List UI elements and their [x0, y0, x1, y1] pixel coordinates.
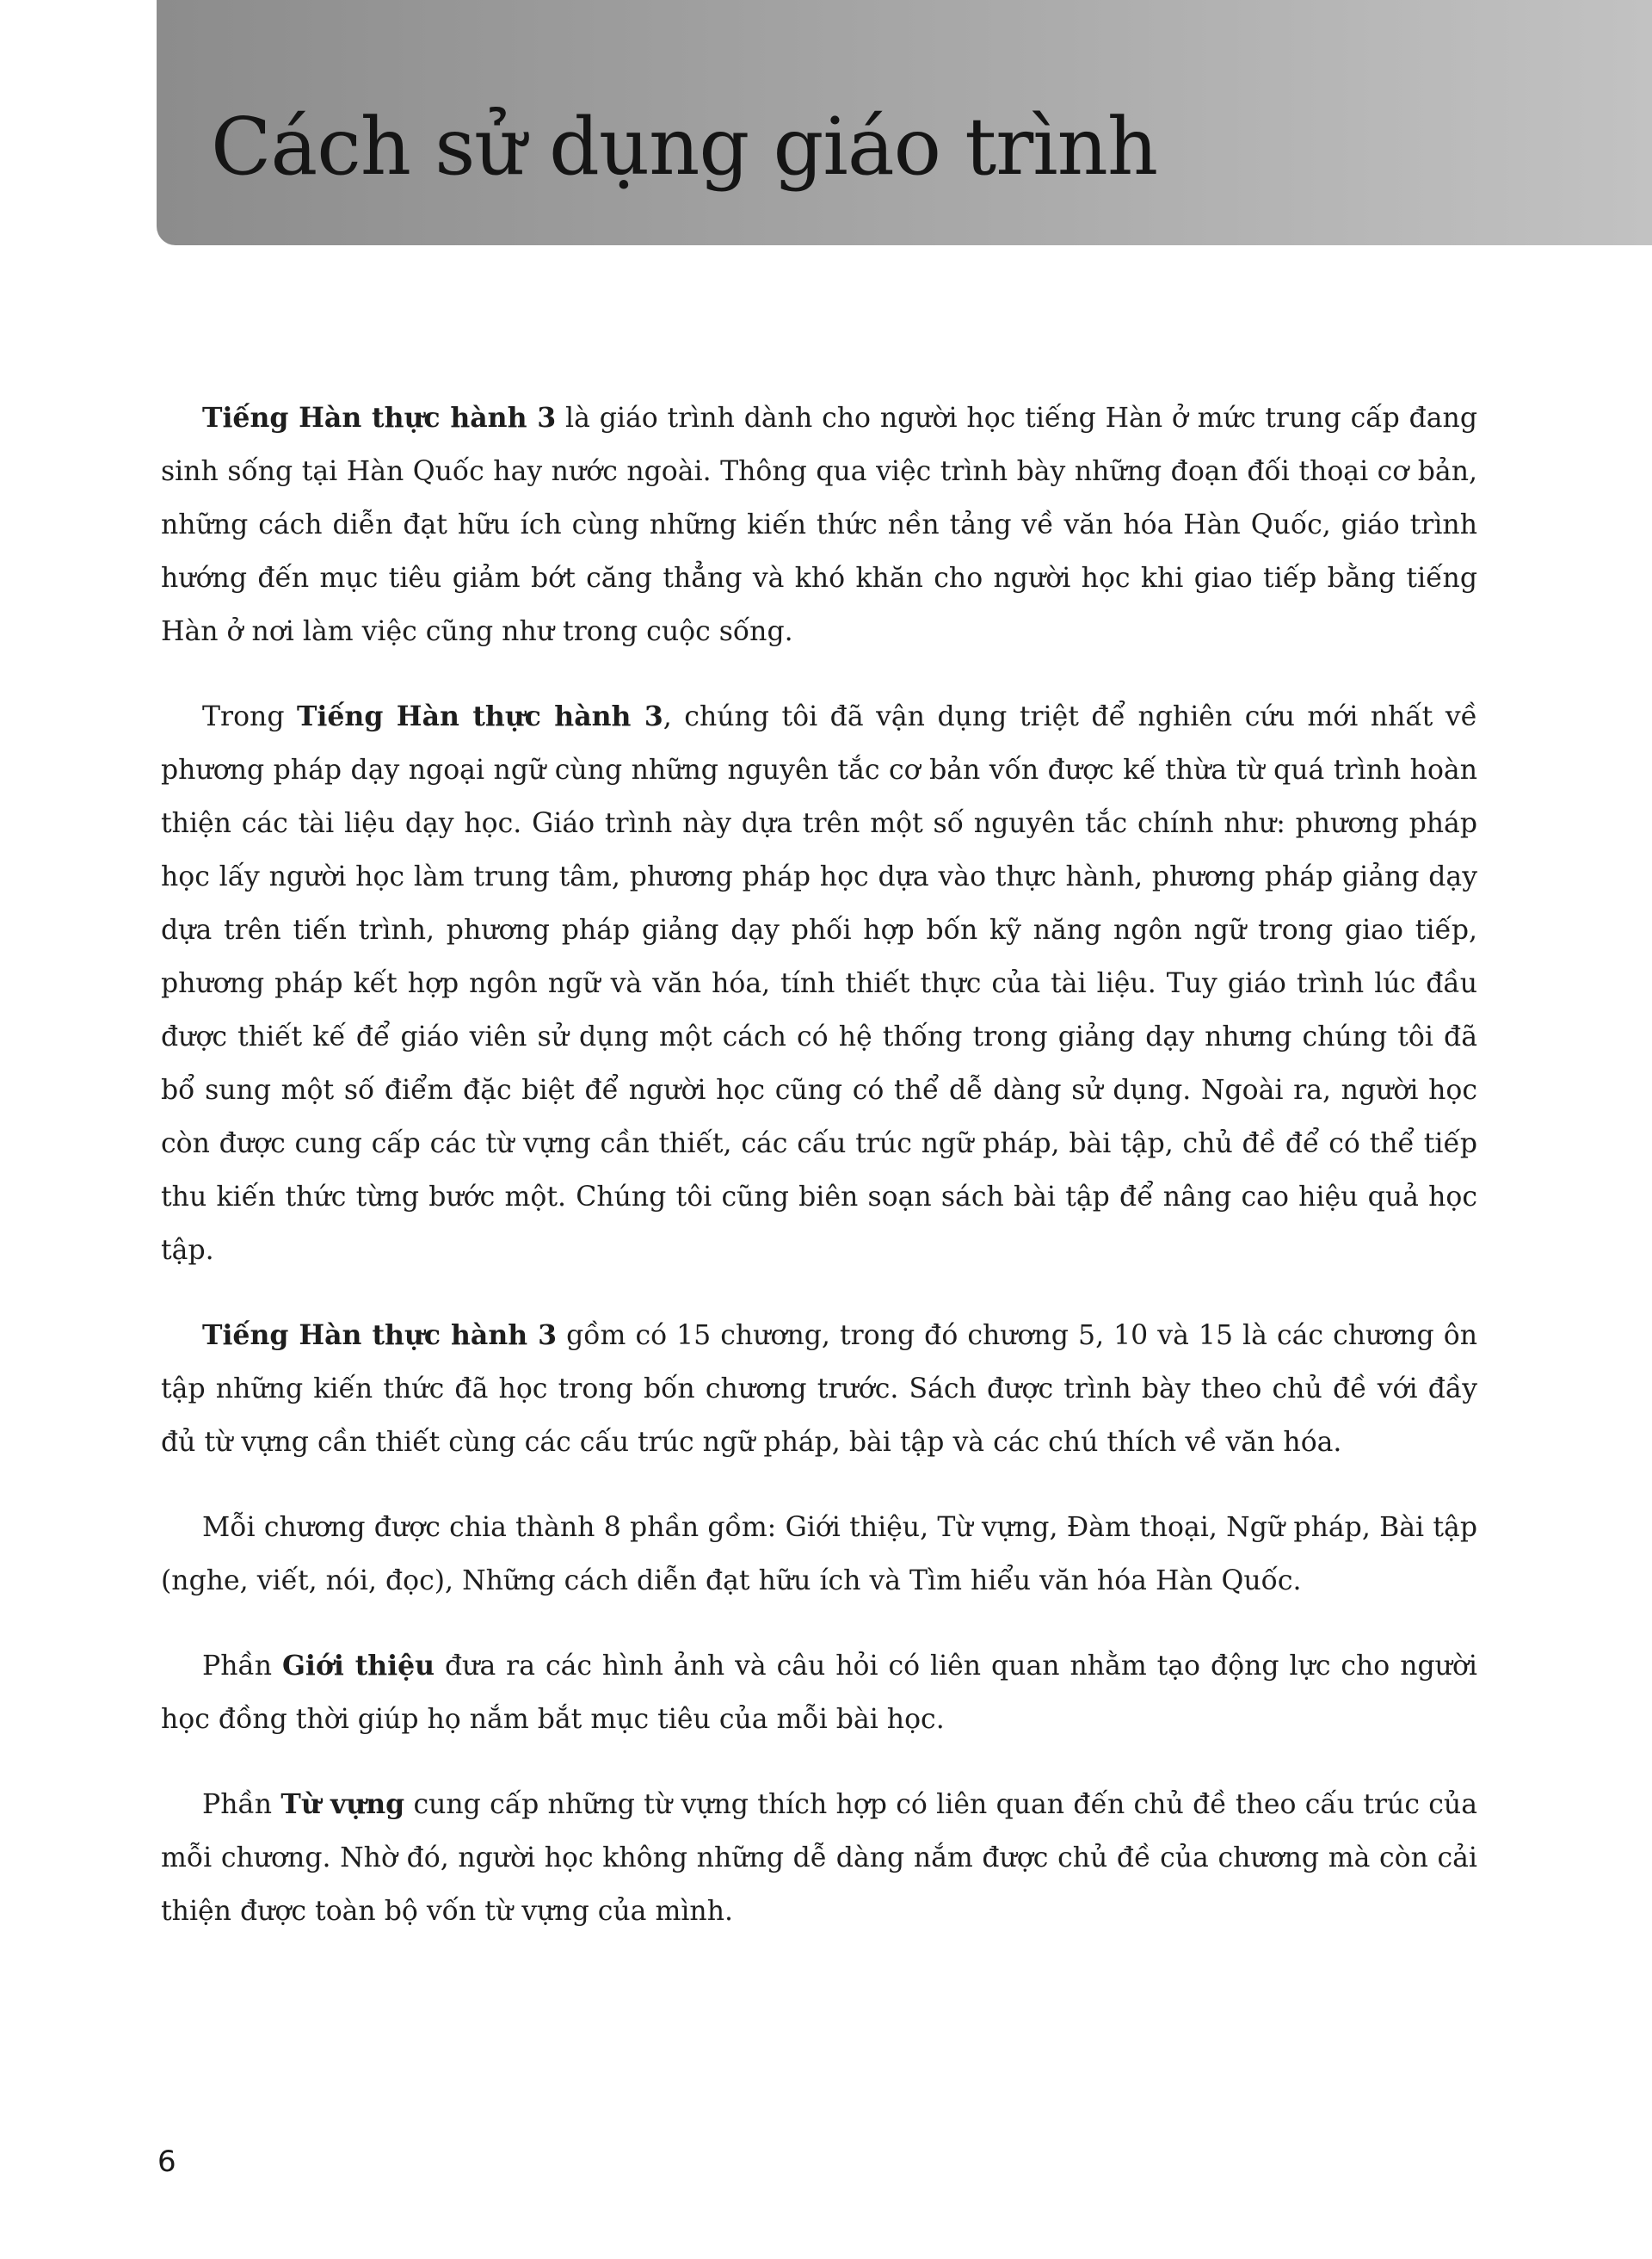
book-title-bold: Tiếng Hàn thực hành 3 — [202, 1319, 558, 1351]
paragraph-text: là giáo trình dành cho người học tiếng Hàn ở mức trung cấp đang sinh sống tại Hàn Quốc hay nước ngoài. Thông qua việc trình bày những đoạn đối thoại cơ bản, những cách diễn đạt hữu ích cùng những kiến thức nền tảng về văn hóa Hàn Quốc, giáo trình hướng đến mục tiêu giảm bớt căng thẳng và khó khăn cho người học khi giao tiếp bằng tiếng Hàn ở nơi làm việc cũng như trong cuộc sống. — [161, 403, 1478, 647]
paragraph-text: Phần — [202, 1789, 281, 1820]
paragraph-text: Trong — [202, 701, 297, 732]
paragraph-structure — [161, 1309, 1477, 1469]
paragraph-intro — [161, 392, 1477, 658]
paragraph-text: Mỗi chương được chia thành 8 phần gồm: Giới thiệu, Từ vựng, Đàm thoại, Ngữ pháp, Bài tập (nghe, viết, nói, đọc), Những cách diễn đạt hữu ích và Tìm hiểu văn hóa Hàn Quốc. — [161, 1512, 1477, 1596]
paragraph-text: cung cấp những từ vựng thích hợp có liên quan đến chủ đề theo cấu trúc của mỗi chương. Nhờ đó, người học không những dễ dàng nắm được chủ đề của chương mà còn cải thiện được toàn bộ vốn từ vựng của mình. — [161, 1789, 1477, 1927]
paragraph-methodology — [161, 690, 1477, 1277]
section-name-bold: Giới thiệu — [282, 1650, 435, 1682]
page-number: 6 — [157, 2145, 176, 2179]
paragraph-text: đưa ra các hình ảnh và câu hỏi có liên quan nhằm tạo động lực cho người học đồng thời giúp họ nắm bắt mục tiêu của mỗi bài học. — [161, 1651, 1477, 1735]
page-title: Cách sử dụng giáo trình — [211, 101, 1158, 193]
paragraph-vocabulary-section — [161, 1778, 1477, 1938]
paragraph-chapter-parts — [161, 1501, 1477, 1608]
paragraph-text: Phần — [202, 1651, 282, 1682]
book-title-bold: Tiếng Hàn thực hành 3 — [202, 402, 557, 434]
paragraph-text: gồm có 15 chương, trong đó chương 5, 10 và 15 là các chương ôn tập những kiến thức đã học trong bốn chương trước. Sách được trình bày theo chủ đề với đầy đủ từ vựng cần thiết cùng các cấu trúc ngữ pháp, bài tập và các chú thích về văn hóa. — [161, 1320, 1478, 1458]
section-name-bold: Từ vựng — [280, 1788, 405, 1820]
paragraph-text: , chúng tôi đã vận dụng triệt để nghiên cứu mới nhất về phương pháp dạy ngoại ngữ cùng những nguyên tắc cơ bản vốn được kế thừa từ quá trình hoàn thiện các tài liệu dạy học. Giáo trình này dựa trên một số nguyên tắc chính như: phương pháp học lấy người học làm trung tâm, phương pháp học dựa vào thực hành, phương pháp giảng dạy dựa trên tiến trình, phương pháp giảng dạy phối hợp bốn kỹ năng ngôn ngữ trong giao tiếp, phương pháp kết hợp ngôn ngữ và văn hóa, tính thiết thực của tài liệu. Tuy giáo trình lúc đầu được thiết kế để giáo viên sử dụng một cách có hệ thống trong giảng dạy nhưng chúng tôi đã bổ sung một số điểm đặc biệt để người học cũng có thể dễ dàng sử dụng. Ngoài ra, người học còn được cung cấp các từ vựng cần thiết, các cấu trúc ngữ pháp, bài tập, chủ đề để có thể tiếp thu kiến thức từng bước một. Chúng tôi cũng biên soạn sách bài tập để nâng cao hiệu quả học tập. — [161, 701, 1478, 1266]
body-text — [161, 392, 1477, 1970]
book-title-bold: Tiếng Hàn thực hành 3 — [296, 701, 663, 732]
paragraph-introduction-section — [161, 1639, 1477, 1746]
